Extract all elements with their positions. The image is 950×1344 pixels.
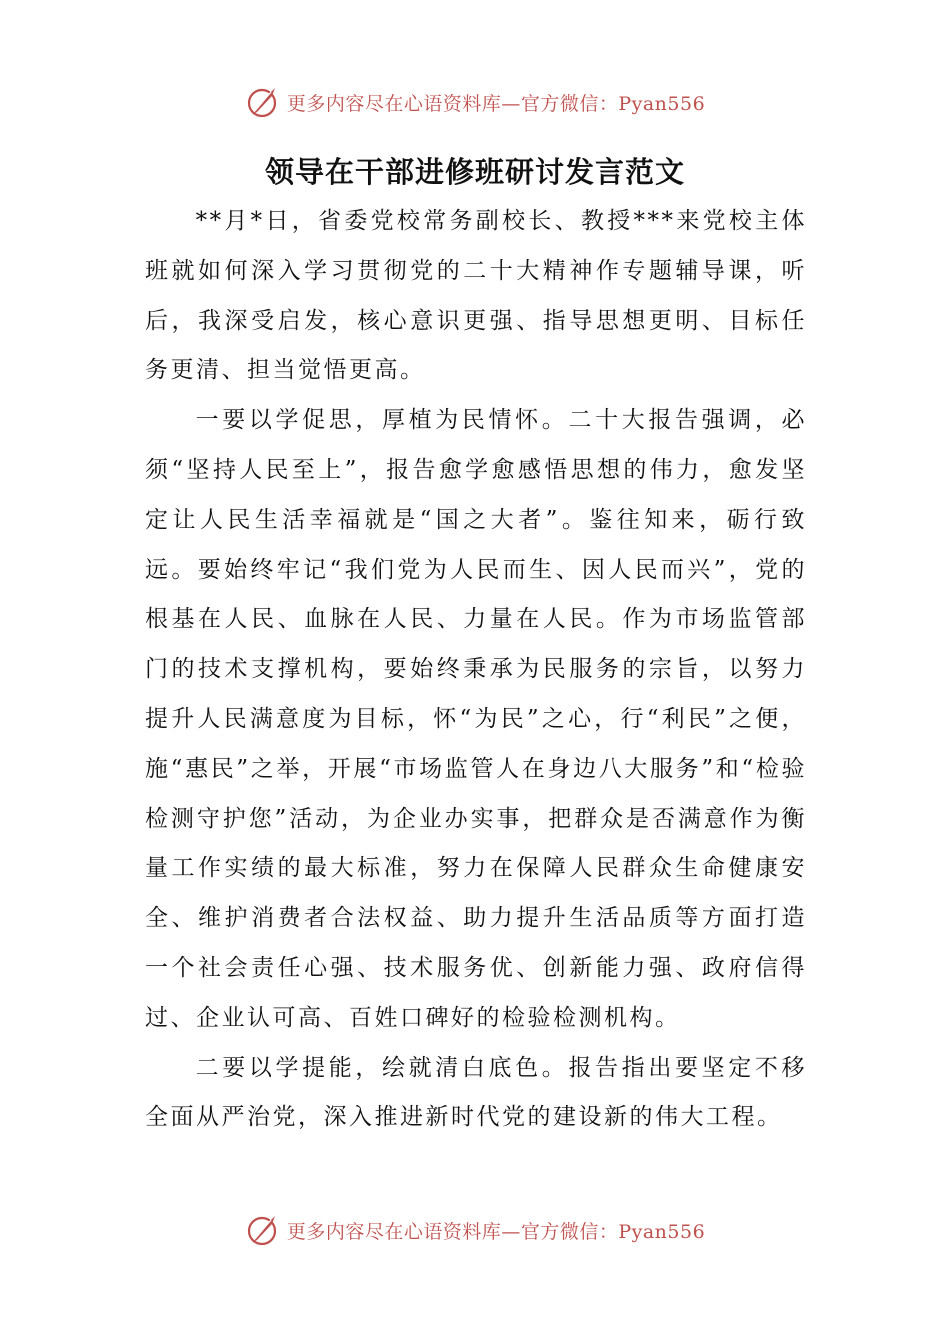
header-banner (0, 80, 950, 124)
document-title: 领导在干部进修班研讨发言范文 (264, 155, 685, 189)
paragraph-2: 一要以学促思，厚植为民情怀。二十大报告强调，必须“坚持人民至上”，报告愈学愈感悟思想的伟力，愈发坚定让人民生活幸福就是“国之大者”。鉴往知来，砺行致远。要始终牢记“我们党为人民而生、因人民而兴”，党的根基在人民、血脉在人民、力量在人民。作为市场监管部门的技术支撑机构，要始终秉承为民服务的宗旨，以努力提升人民满意度为目标，怀“为民”之心，行“利民”之便，施“惠民”之举，开展“市场监管人在身边八大服务”和“检验检测守护您”活动，为企业办实事，把群众是否满意作为衡量工作实绩的最大标准，努力在保障人民群众生命健康安全、维护消费者合法权益、助力提升生活品质等方面打造一个社会责任心强、技术服务优、创新能力强、政府信得过、企业认可高、百姓口碑好的检验检测机构。 (145, 407, 807, 1031)
banner-text: 更多内容尽在心语资料库—官方微信：Pyan556 (286, 92, 706, 115)
paragraph-1: **月*日，省委党校常务副校长、教授***来党校主体班就如何深入学习贯彻党的二十大精神作专题辅导课，听后，我深受启发，核心意识更强、指导思想更明、目标任务更清、担当觉悟更高。 (145, 208, 807, 384)
quill-pen-icon (245, 84, 281, 120)
quill-pen-icon (245, 1212, 281, 1248)
paragraph-3: 二要以学提能，绘就清白底色。报告指出要坚定不移全面从严治党，深入推进新时代党的建设新的伟大工程。 (145, 1054, 807, 1131)
banner-text: 更多内容尽在心语资料库—官方微信：Pyan556 (286, 1220, 706, 1243)
document-body (145, 197, 807, 1143)
footer-banner (0, 1208, 950, 1252)
